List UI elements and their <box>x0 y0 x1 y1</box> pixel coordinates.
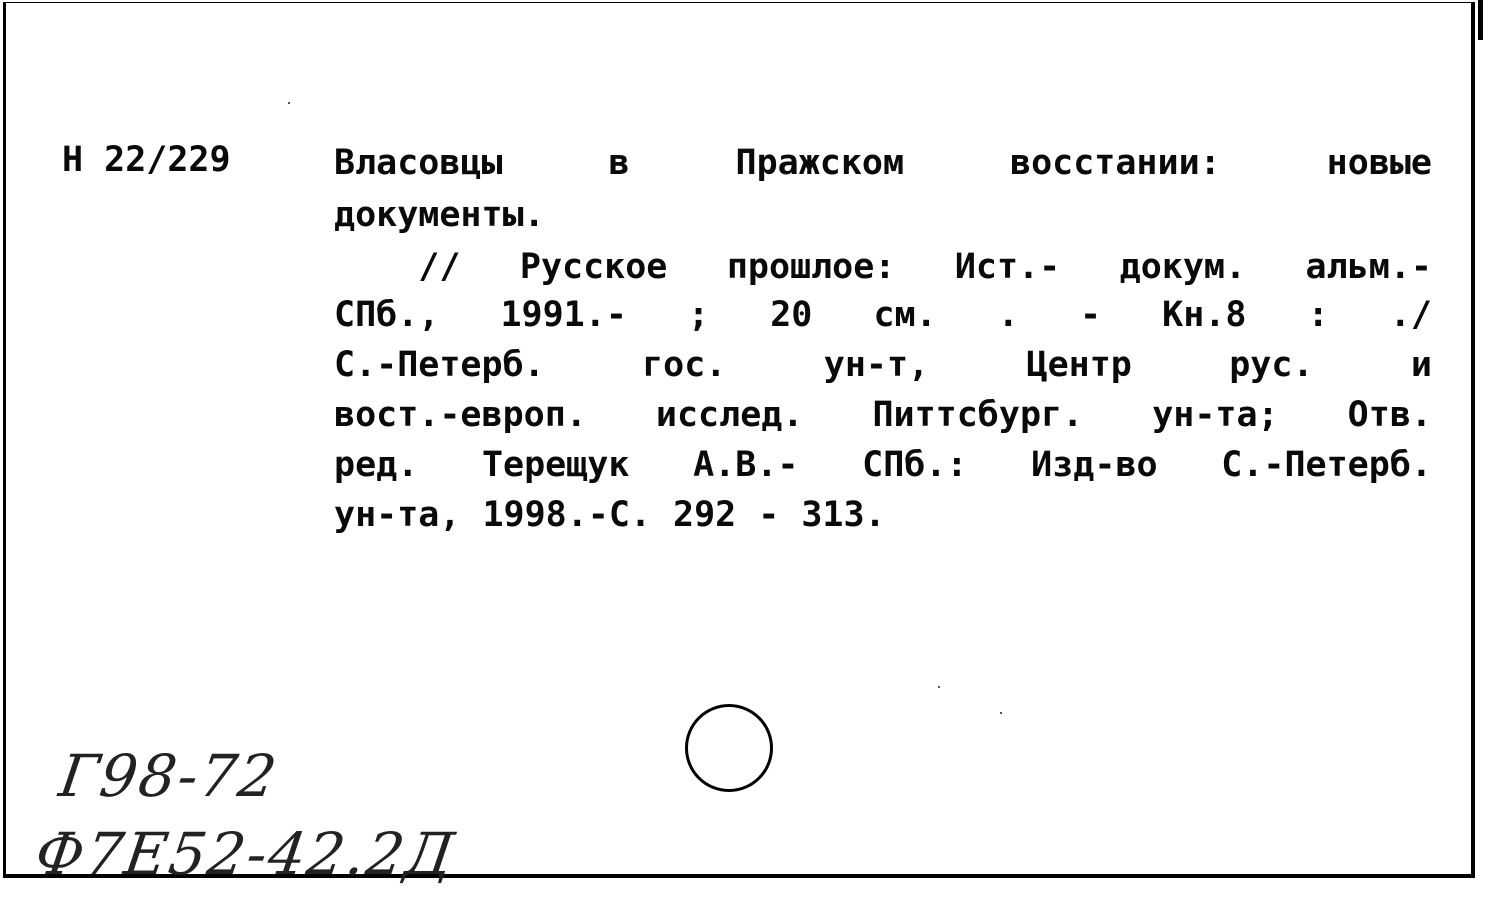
entry-line <box>334 492 1432 538</box>
entry-word: СПб.: <box>862 445 968 485</box>
entry-word: документы. <box>334 195 545 235</box>
entry-line <box>334 140 1432 186</box>
speck <box>1000 712 1002 714</box>
entry-word: Власовцы <box>334 143 503 183</box>
entry-word: альм.- <box>1305 247 1432 287</box>
entry-word: . <box>997 295 1019 335</box>
entry-word: см. <box>873 295 937 335</box>
entry-word: Пражском <box>735 143 905 183</box>
entry-word: Ист.- <box>954 247 1061 287</box>
entry-word: в <box>608 143 630 183</box>
entry-word: Русское <box>519 247 668 287</box>
entry-word: ред. <box>334 445 419 485</box>
handwritten-shelf-mark: Г98-72 <box>55 742 283 810</box>
speck <box>288 102 290 104</box>
entry-word: 20 <box>770 295 813 335</box>
entry-word: ун-т, <box>823 345 930 385</box>
entry-word: гос. <box>642 345 727 385</box>
entry-word: исслед. <box>655 395 804 435</box>
entry-line <box>334 292 1432 338</box>
entry-word: : <box>1307 295 1329 335</box>
entry-line <box>334 392 1432 438</box>
punch-hole <box>685 704 773 792</box>
entry-word: новые <box>1326 143 1432 183</box>
entry-word: - <box>1079 295 1102 335</box>
entry-line <box>334 442 1432 488</box>
card-edge <box>1478 0 1483 40</box>
entry-word: 292 <box>673 495 737 535</box>
entry-word: ./ <box>1389 295 1432 335</box>
entry-line <box>334 342 1432 388</box>
entry-word: рус. <box>1229 345 1314 385</box>
entry-line <box>334 244 1432 290</box>
entry-word: Питтсбург. <box>872 395 1084 435</box>
entry-word: ун-та; <box>1152 395 1279 435</box>
handwritten-classification: Ф7Е52-42.2Д <box>31 820 460 888</box>
call-number: Н 22/229 <box>62 140 231 180</box>
entry-word: 313. <box>801 495 886 535</box>
entry-word: С.-Петерб. <box>334 345 545 385</box>
entry-line <box>334 192 1432 238</box>
entry-word: и <box>1410 345 1432 385</box>
entry-word: ; <box>688 295 710 335</box>
entry-word: С.-Петерб. <box>1221 445 1432 485</box>
speck <box>938 686 940 688</box>
entry-word: ун-та, <box>334 495 461 535</box>
entry-word: Терещук <box>481 445 630 485</box>
entry-word: СПб., <box>334 295 440 335</box>
entry-word: Изд-во <box>1031 445 1158 485</box>
entry-word: Центр <box>1026 345 1132 385</box>
entry-word: 1991.- <box>500 295 627 335</box>
entry-word: докум. <box>1119 247 1247 287</box>
entry-word: прошлое: <box>726 247 896 287</box>
entry-word: восстании: <box>1010 143 1221 183</box>
entry-word: Кн.8 <box>1162 295 1247 335</box>
entry-word: Отв. <box>1347 395 1432 435</box>
entry-word: // <box>334 247 461 287</box>
entry-word: А.В.- <box>693 445 799 485</box>
entry-word: 1998.-С. <box>482 495 652 535</box>
entry-word: - <box>758 495 780 535</box>
entry-word: вост.-европ. <box>334 395 587 435</box>
